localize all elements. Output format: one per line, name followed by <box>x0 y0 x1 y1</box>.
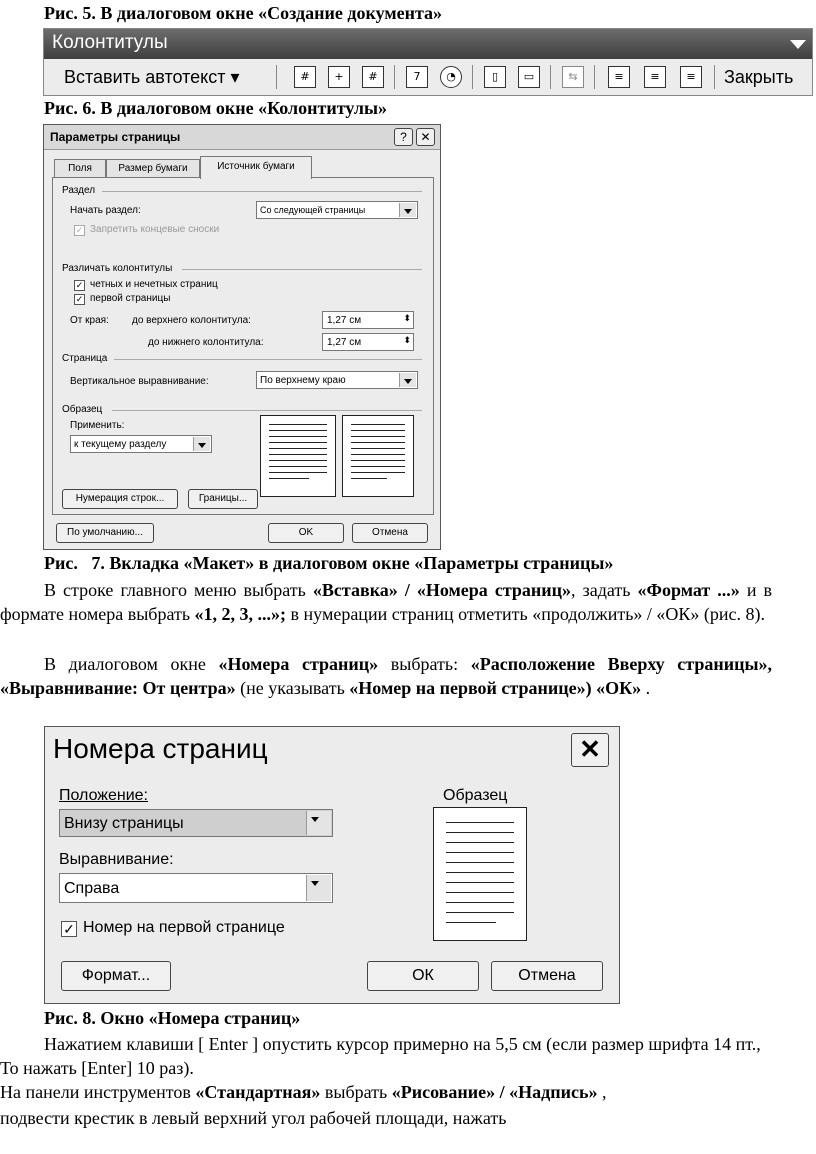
apply-select[interactable] <box>70 435 212 453</box>
line-numbers-button[interactable]: Нумерация строк... <box>62 489 178 509</box>
p2-bold-ok: «Номер на первой странице») «ОК» <box>349 678 642 698</box>
footer-distance-spinner[interactable] <box>322 333 414 351</box>
footer-distance-label: до нижнего колонтитула: <box>148 337 264 348</box>
chevron-down-icon[interactable] <box>193 437 210 451</box>
dialog-title: Номера страниц <box>53 733 268 764</box>
first-page-number-label: Номер на первой странице <box>83 919 285 936</box>
valign-value: По верхнему краю <box>260 375 346 386</box>
from-edge-label: От края: <box>70 315 109 326</box>
chevron-down-icon[interactable] <box>306 811 331 835</box>
header-distance-spinner[interactable] <box>322 311 414 329</box>
toolbar-title: Колонтитулы <box>52 32 168 53</box>
close-icon[interactable]: ✕ <box>416 128 435 146</box>
dialog-title-bar <box>45 727 619 773</box>
start-section-select[interactable] <box>256 201 418 219</box>
p1-text-e: в нумерации страниц отметить «продолжить» / «ОК» (рис. 8). <box>286 604 766 624</box>
valign-label: Вертикальное выравнивание: <box>70 376 209 387</box>
group-divider <box>114 359 422 360</box>
chevron-down-icon[interactable] <box>306 875 331 901</box>
header-distance-value: 1,27 см <box>327 315 362 326</box>
alignment-select[interactable] <box>59 873 333 903</box>
figure-6-caption: Рис. 6. В диалоговом окне «Колонтитулы» <box>44 98 388 118</box>
dialog-title-bar <box>44 125 440 150</box>
page-group-label: Страница <box>62 353 108 364</box>
section-group-label: Раздел <box>62 185 96 196</box>
p2-text-d: (не указывать <box>235 678 350 698</box>
next-icon[interactable]: ≡ <box>680 66 702 88</box>
cancel-button[interactable]: Отмена <box>491 961 603 991</box>
page-number-icon[interactable]: # <box>294 66 316 88</box>
cancel-button[interactable]: Отмена <box>352 523 428 543</box>
spinner-arrows-icon[interactable]: ⬍ <box>403 313 411 323</box>
p4-bold-standard: «Стандартная» <box>195 1082 321 1102</box>
first-page-checkbox[interactable]: ✓ <box>75 294 84 304</box>
toolbar-separator <box>394 65 395 89</box>
p1-bold-format: «Формат ...» <box>637 580 740 600</box>
time-icon[interactable]: ◔ <box>440 66 462 88</box>
first-page-label: первой страницы <box>90 293 171 304</box>
toolbar-separator <box>276 65 277 89</box>
tab-margins[interactable]: Поля <box>54 159 106 178</box>
spinner-arrows-icon[interactable]: ⬍ <box>403 335 411 345</box>
format-page-number-icon[interactable]: # <box>362 66 384 88</box>
p4-text-a: На панели инструментов <box>0 1082 196 1102</box>
alignment-label: Выравнивание: <box>59 851 174 868</box>
alignment-value: Справа <box>64 880 120 897</box>
page-numbers-dialog <box>44 726 620 1004</box>
p2-bold-dialog: «Номера страниц» <box>218 654 379 674</box>
borders-button[interactable]: Границы... <box>188 489 258 509</box>
group-divider <box>182 269 422 270</box>
odd-even-label: четных и нечетных страниц <box>90 279 218 290</box>
toolbar-separator <box>472 65 473 89</box>
valign-select[interactable] <box>256 371 418 389</box>
start-section-label: Начать раздел: <box>70 205 141 216</box>
paragraph-2 <box>0 652 772 700</box>
p1-text-c: , задать <box>571 580 638 600</box>
page-setup-icon[interactable]: ▯ <box>484 66 506 88</box>
p2-text-c: выбрать: <box>378 654 471 674</box>
sample-label: Образец <box>443 787 508 804</box>
header-footer-toolbar <box>43 28 813 96</box>
p4-bold-drawing: «Рисование» / «Надпись» <box>391 1082 598 1102</box>
headers-group-label: Различать колонтитулы <box>62 263 173 274</box>
suppress-endnotes-label: Запретить концевые сноски <box>90 224 220 235</box>
dialog-title: Параметры страницы <box>50 130 181 144</box>
paragraph-1 <box>0 578 772 626</box>
sample-group-label: Образец <box>62 404 103 415</box>
odd-even-checkbox[interactable]: ✓ <box>75 280 84 290</box>
p4-text-d: , <box>597 1082 607 1102</box>
switch-header-footer-icon[interactable]: ≡ <box>608 66 630 88</box>
page-setup-dialog <box>43 124 441 550</box>
chevron-down-icon[interactable] <box>399 203 416 217</box>
group-divider <box>112 410 422 411</box>
start-section-value: Со следующей страницы <box>260 205 366 215</box>
apply-label: Применить: <box>70 420 125 431</box>
format-button[interactable]: Формат... <box>61 961 171 991</box>
insert-autotext-button[interactable]: Вставить автотекст ▾ <box>64 66 240 87</box>
ok-button[interactable]: OK <box>268 523 344 543</box>
p2-text-a: В диалоговом окне <box>44 654 219 674</box>
p1-bold-menu: «Вставка» / «Номера страниц» <box>312 580 572 600</box>
figure-7-caption: Рис. 7. Вкладка «Макет» в диалоговом окне «Параметры страницы» <box>44 553 614 573</box>
p1-text-d: и в формате номера выбрать <box>0 580 772 624</box>
header-distance-label: до верхнего колонтитула: <box>132 315 251 326</box>
same-as-previous-icon[interactable]: ⇆ <box>562 66 584 88</box>
toolbar-separator <box>714 65 715 89</box>
figure-5-caption: Рис. 5. В диалоговом окне «Создание документа» <box>44 3 443 23</box>
ok-button[interactable]: ОК <box>367 961 479 991</box>
position-value: Внизу страницы <box>64 815 184 832</box>
sample-page <box>433 807 527 941</box>
group-divider <box>102 191 422 192</box>
paragraph-4 <box>0 1080 772 1104</box>
p1-text-a: В строке главного меню выбрать <box>44 580 313 600</box>
close-icon[interactable]: ✕ <box>571 733 609 767</box>
figure-8-caption: Рис. 8. Окно «Номера страниц» <box>44 1008 301 1028</box>
apply-value: к текущему разделу <box>74 439 167 450</box>
sample-page-left <box>260 415 336 497</box>
paragraph-5: подвести крестик в левый верхний угол рабочей площади, нажать <box>0 1108 507 1128</box>
previous-icon[interactable]: ≡ <box>644 66 666 88</box>
footer-distance-value: 1,27 см <box>327 337 362 348</box>
toolbar-buttons <box>44 59 812 95</box>
toolbar-separator <box>594 65 595 89</box>
toolbar-options-icon[interactable] <box>790 40 806 49</box>
default-button[interactable]: По умолчанию... <box>56 523 154 543</box>
paragraph-3: Нажатием клавиши [ Enter ] опустить курсор примерно на 5,5 см (если размер шрифта 14 пт., То нажать [Enter] 10 раз). <box>0 1034 761 1078</box>
help-icon[interactable]: ? <box>394 128 413 146</box>
position-label: Положение: <box>59 787 148 804</box>
sample-page-right <box>342 415 414 497</box>
tab-paper-size[interactable]: Размер бумаги <box>106 159 200 178</box>
p4-text-c: выбрать <box>320 1082 392 1102</box>
first-page-number-checkbox[interactable]: ✓ <box>61 921 77 937</box>
p1-bold-number-format: «1, 2, 3, ...»; <box>194 604 287 624</box>
date-icon[interactable]: 7 <box>406 66 428 88</box>
p2-bold-settings: «Расположение Вверху страницы», «Выравнивание: От центра» <box>0 654 773 698</box>
toolbar-separator <box>550 65 551 89</box>
position-select[interactable] <box>59 809 333 837</box>
toolbar-title-bar[interactable] <box>44 29 812 59</box>
close-toolbar-button[interactable]: Закрыть <box>724 66 794 87</box>
show-hide-text-icon[interactable]: ▭ <box>518 66 540 88</box>
p2-text-e: . <box>641 678 651 698</box>
page-count-icon[interactable]: + <box>328 66 350 88</box>
chevron-down-icon[interactable] <box>399 373 416 387</box>
suppress-endnotes-checkbox[interactable]: ✓ <box>75 225 84 235</box>
tab-paper-source[interactable]: Источник бумаги <box>200 156 312 179</box>
